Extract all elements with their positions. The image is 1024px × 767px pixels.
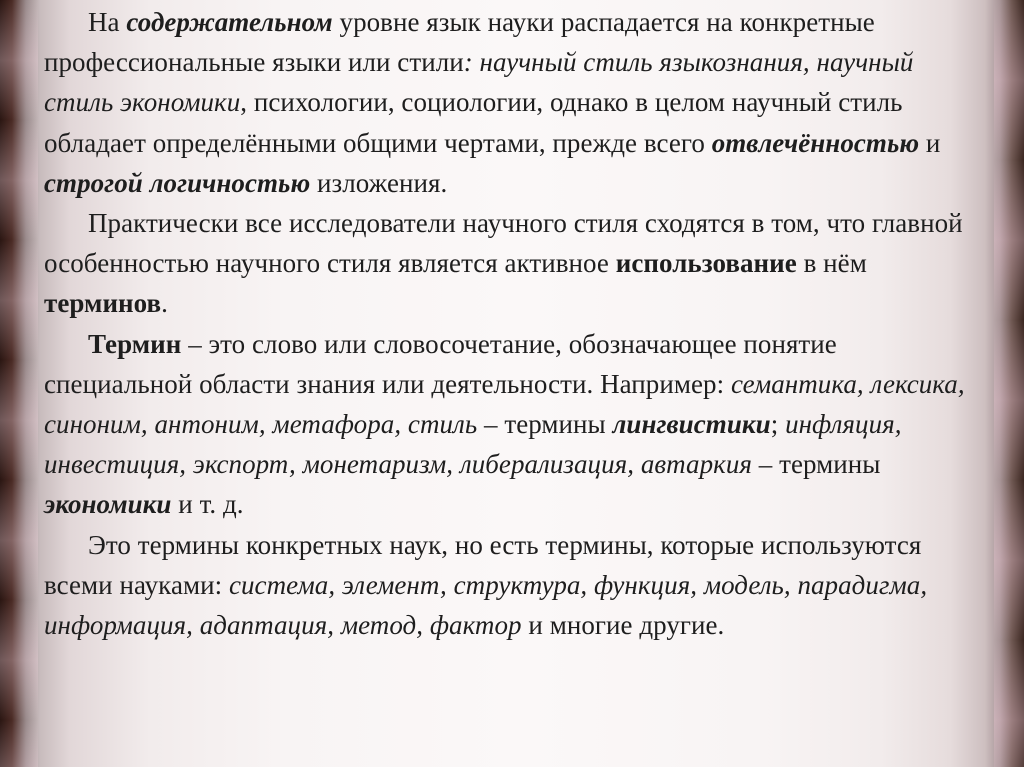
text-segment: Это термины конкретных наук, но есть термины, которые используются всеми науками: (44, 529, 922, 600)
text-segment: ; (770, 409, 786, 440)
text-segment: , психологии, социологии, однако в целом научный стиль обладает определёнными общими чертами, прежде всего (44, 87, 903, 158)
paragraph-terms-usage (44, 203, 974, 324)
text-segment: уровне язык науки распадается на конкретные профессиональные языки или стили (44, 7, 875, 78)
text-segment: – термины (477, 409, 613, 440)
paragraph-content-level (44, 2, 974, 203)
text-segment: На (88, 7, 127, 37)
text-segment-italic: система, элемент, структура, функция, модель, парадигма, информация, адаптация, метод, фактор (44, 569, 928, 641)
text-segment-italic: инфляция, инвестиция, экспорт, монетаризм, либерализация, автаркия (44, 409, 902, 480)
text-segment: – термины (751, 449, 881, 480)
text-segment-italic: семантика, лексика, синоним, антоним, метафора, стиль (44, 368, 965, 440)
paragraph-term-definition (44, 324, 974, 525)
text-segment: Практически все исследователи научного стиля сходятся в том, что главной особенностью научного стиля является активное (44, 208, 963, 279)
text-segment: . (161, 288, 168, 319)
term-bold: Термин (88, 328, 182, 359)
text-segment: и многие другие. (521, 610, 725, 641)
text-segment: в нём (796, 248, 867, 279)
term-bold: терминов (44, 288, 162, 319)
slide-text-body (44, 2, 974, 645)
term-bold: использование (615, 248, 797, 279)
text-segment: и (919, 127, 941, 158)
term-emphasis: содержательном (126, 7, 333, 37)
text-segment: и т. д. (171, 489, 244, 520)
text-segment: – это слово или словосочетание, обозначающее понятие специальной области знания или деятельности. Например: (44, 328, 837, 399)
term-emphasis: строгой логичностью (44, 167, 311, 198)
term-emphasis: отвлечённостью (711, 127, 920, 158)
text-segment: изложения. (310, 167, 448, 198)
term-emphasis: лингвистики (612, 409, 771, 440)
term-emphasis: экономики (44, 489, 172, 520)
paragraph-general-terms (44, 525, 974, 646)
text-segment-italic: : научный стиль языкознания, научный стиль экономики (44, 47, 914, 118)
